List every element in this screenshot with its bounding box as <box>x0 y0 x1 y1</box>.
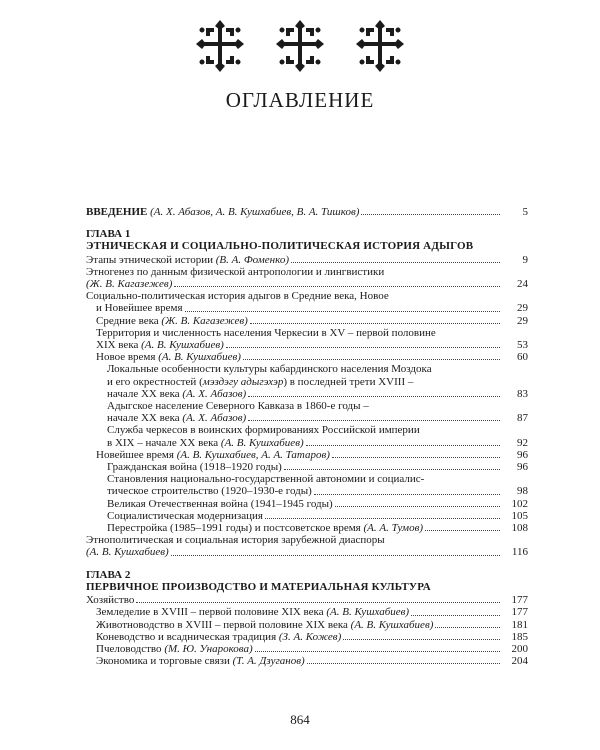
toc-entry: Новейшее время (А. В. Кушхабиев, А. А. Татаров) 96 <box>96 448 528 461</box>
toc-entry: Животноводство в XVIII – первой половине XIX века (А. В. Кушхабиев) 181 <box>96 618 528 631</box>
folk-ornament-icon <box>276 20 324 72</box>
page-title: ОГЛАВЛЕНИЕ <box>225 88 375 112</box>
toc-entry: Великая Отечественная война (1941–1945 годы) 102 <box>107 497 528 510</box>
ornament-row <box>0 20 600 77</box>
toc-entry: Служба черкесов в воинских формированиях Российской империи в XIX – начале XX века (А. В. Кушхабиев) 92 <box>107 424 528 449</box>
toc-entry: Перестройка (1985–1991 годы) и постсоветское время (А. А. Тумов) 108 <box>107 522 528 535</box>
toc-entry: Территория и численность населения Черкесии в XV – первой половине XIX века (А. В. Кушхабиев) 53 <box>96 326 528 352</box>
toc-entry: Хозяйство 177 <box>86 594 528 607</box>
toc-entry-introduction <box>86 206 528 218</box>
toc-entry: Этапы этнической истории (В. А. Фоменко) 9 <box>86 253 528 266</box>
toc-entry: Социалистическая модернизация 105 <box>107 509 528 522</box>
intro-authors: (А. Х. Абазов, А. В. Кушхабиев, В. А. Тишков) <box>150 206 360 218</box>
folk-ornament-icon <box>196 20 244 72</box>
page-number: 864 <box>290 712 310 727</box>
toc-entry: Пчеловодство (М. Ю. Унарокова) 200 <box>96 642 528 655</box>
toc-entry: Социально-политическая история адыгов в Средние века, Новое и Новейшее время 29 <box>86 290 528 315</box>
folk-ornament-icon <box>356 20 404 72</box>
chapter-title: ПЕРВИЧНОЕ ПРОИЗВОДСТВО И МАТЕРИАЛЬНАЯ КУЛЬТУРА <box>86 580 431 593</box>
toc-entry: Этногенез по данным физической антропологии и лингвистики (Ж. В. Кагазежев) 24 <box>86 265 528 291</box>
toc-entry: Становления национально-государственной автономии и социалис- тическое строительство (1920–1930-е годы) 98 <box>107 473 528 498</box>
toc-entry: Земледелие в XVIII – первой половине XIX века (А. В. Кушхабиев) 177 <box>96 606 528 619</box>
chapter-label: ГЛАВА 1 <box>86 228 131 241</box>
toc-entry: Адыгское население Северного Кавказа в 1860-е годы – начале XX века (А. Х. Абазов) 87 <box>107 400 528 425</box>
toc-entry: Гражданская война (1918–1920 годы) 96 <box>107 461 528 474</box>
page-ref: 5 <box>522 206 528 218</box>
toc-entry: Коневодство и всадническая традиция (З. А. Кожев) 185 <box>96 630 528 643</box>
toc-entry: Новое время (А. В. Кушхабиев) 60 <box>96 351 528 364</box>
table-of-contents <box>86 206 528 667</box>
chapter-label: ГЛАВА 2 <box>86 568 131 581</box>
toc-entry: Средние века (Ж. В. Кагазежев) 29 <box>96 314 528 327</box>
toc-entry: Экономика и торговые связи (Т. А. Дзуганов) 204 <box>96 655 528 668</box>
intro-label: ВВЕДЕНИЕ <box>86 206 148 218</box>
chapter-title: ЭТНИЧЕСКАЯ И СОЦИАЛЬНО-ПОЛИТИЧЕСКАЯ ИСТОРИЯ АДЫГОВ <box>86 240 474 253</box>
toc-entry: Этнополитическая и социальная история зарубежной диаспоры (А. В. Кушхабиев) 116 <box>86 534 528 559</box>
toc-entry: Локальные особенности культуры кабардинского населения Моздока и его окрестностей (мэздэгу адыгэхэр) в последней трети XVIII – начале XX века (А. Х. Абазов) 83 <box>107 363 528 400</box>
